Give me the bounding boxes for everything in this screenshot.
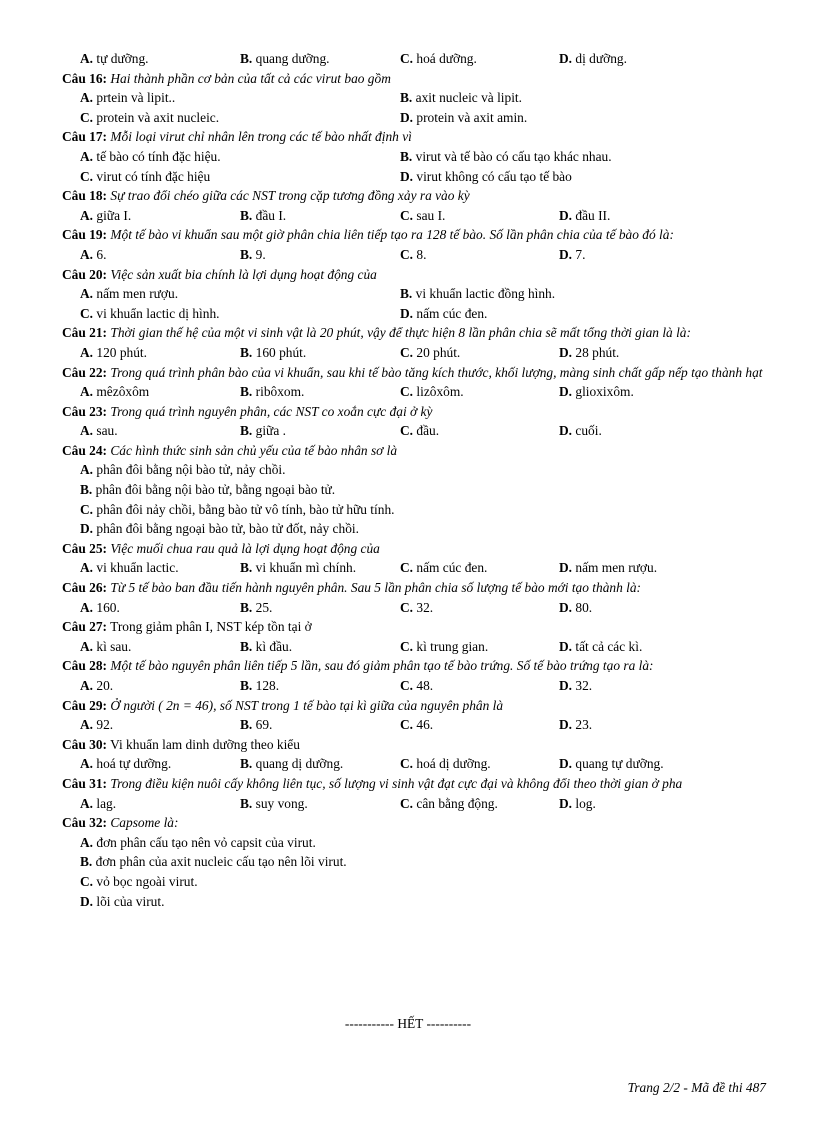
answer-text: 46. — [416, 717, 434, 733]
question-text: Mỗi loại virut chỉ nhân lên trong các tế bào nhất định vì — [110, 129, 412, 145]
answer-text: cuối. — [575, 423, 602, 439]
answer-row — [62, 715, 768, 735]
answer-letter: A. — [80, 795, 94, 811]
answer-letter: A. — [80, 756, 94, 772]
answer-text: phân đôi bằng nội bào tử, nảy chồi. — [96, 462, 286, 478]
answer-letter: A. — [80, 717, 94, 733]
answer-text: virut không có cấu tạo tế bào — [416, 168, 572, 184]
answer-text: virut có tính đặc hiệu — [96, 168, 211, 184]
answer-letter: D. — [400, 109, 414, 125]
answer-option — [400, 245, 426, 265]
answer-option — [559, 715, 592, 735]
answer-option — [400, 108, 527, 128]
answer-text: kì trung gian. — [416, 638, 489, 654]
answer-letter: A. — [80, 678, 94, 693]
question-number: Câu 24: — [62, 442, 108, 458]
question-stem — [62, 656, 768, 676]
answer-option — [400, 715, 433, 735]
answer-letter: C. — [400, 795, 414, 811]
question-text: Ở người ( 2n = 46), số NST trong 1 tế bào tại kì giữa của nguyên phân là — [110, 697, 504, 713]
answer-letter: C. — [400, 344, 414, 360]
answer-option — [559, 754, 664, 774]
answer-option — [80, 460, 286, 480]
question-stem — [62, 323, 768, 343]
answer-letter: B. — [400, 148, 413, 164]
answer-text: 69. — [255, 717, 273, 733]
answer-row — [62, 676, 768, 696]
answer-row — [62, 460, 768, 480]
answer-text: hoá dị dưỡng. — [416, 756, 491, 772]
answer-letter: B. — [240, 344, 253, 360]
answer-option — [80, 480, 335, 500]
answer-text: kì sau. — [96, 638, 132, 654]
answer-letter: C. — [80, 305, 94, 321]
answer-row — [62, 167, 768, 187]
answer-letter: B. — [400, 90, 413, 106]
answer-row — [62, 284, 768, 304]
answer-letter: A. — [80, 384, 94, 400]
answer-letter: D. — [559, 638, 573, 654]
answer-option — [559, 598, 592, 618]
answer-option — [80, 754, 171, 774]
answer-option — [80, 167, 210, 187]
answer-option — [400, 421, 439, 441]
answer-text: suy vong. — [255, 795, 308, 811]
answer-option — [240, 343, 306, 363]
end-marker: ----------- HẾT ---------- — [344, 1016, 472, 1031]
answer-text: prtein và lipit.. — [96, 90, 176, 106]
question-number: Câu 29: — [62, 697, 108, 713]
answer-letter: A. — [80, 148, 94, 164]
question-number: Câu 16: — [62, 70, 108, 86]
question-stem — [62, 402, 768, 422]
answer-row — [62, 206, 768, 226]
answer-option — [559, 637, 642, 657]
answer-text: nấm men rượu. — [575, 560, 658, 576]
answer-option — [80, 245, 106, 265]
answer-letter: D. — [559, 207, 573, 223]
answer-option — [80, 598, 120, 618]
answer-option — [240, 245, 266, 265]
answer-text: 20. — [96, 678, 114, 693]
answer-option — [400, 382, 464, 402]
answer-letter: C. — [400, 207, 414, 223]
answer-option — [240, 715, 272, 735]
answer-option — [80, 421, 118, 441]
question-stem — [62, 696, 768, 716]
answer-letter: B. — [400, 286, 413, 302]
answer-row — [62, 343, 768, 363]
answer-text: phân đôi bằng ngoại bào tử, bào tử đốt, nảy chồi. — [96, 521, 359, 537]
answer-option — [80, 500, 395, 520]
question-number: Câu 18: — [62, 188, 108, 204]
answer-letter: A. — [80, 560, 94, 576]
answer-option — [80, 794, 116, 814]
answer-row — [62, 88, 768, 108]
answer-option — [80, 343, 147, 363]
answer-text: sau I. — [416, 207, 446, 223]
answer-text: 128. — [255, 678, 280, 693]
answer-text: 160 phút. — [255, 344, 307, 360]
answer-letter: B. — [240, 51, 253, 66]
exam-page-content — [62, 49, 768, 911]
answer-letter: C. — [80, 168, 94, 184]
answer-option — [559, 421, 602, 441]
answer-row — [62, 382, 768, 402]
answer-letter: C. — [400, 51, 414, 66]
answer-letter: C. — [400, 678, 414, 693]
answer-text: 23. — [575, 717, 593, 733]
answer-text: đơn phân cấu tạo nên vỏ capsit của virut. — [96, 834, 316, 850]
answer-option — [240, 794, 308, 814]
answer-text: protein và axit nucleic. — [96, 109, 220, 125]
answer-option — [559, 245, 585, 265]
question-number: Câu 31: — [62, 775, 108, 791]
answer-text: 120 phút. — [96, 344, 147, 360]
question-stem — [62, 735, 768, 755]
answer-letter: C. — [400, 717, 414, 733]
answer-letter: D. — [559, 678, 573, 693]
answer-text: 25. — [255, 599, 273, 615]
answer-text: vi khuẩn lactic. — [96, 560, 179, 576]
answer-option — [559, 794, 596, 814]
answer-letter: B. — [240, 678, 253, 693]
answer-letter: B. — [240, 207, 253, 223]
answer-letter: B. — [240, 246, 253, 262]
answer-letter: B. — [240, 638, 253, 654]
question-stem — [62, 578, 768, 598]
answer-text: axit nucleic và lipit. — [415, 90, 522, 106]
answer-text: quang dưỡng. — [255, 51, 330, 66]
answer-option — [80, 558, 179, 578]
answer-text: 32. — [416, 599, 434, 615]
answer-option — [80, 88, 175, 108]
answer-option — [559, 343, 619, 363]
answer-option — [80, 108, 219, 128]
answer-option — [240, 558, 356, 578]
answer-row — [62, 754, 768, 774]
answer-letter: B. — [240, 384, 253, 400]
question-number: Câu 23: — [62, 403, 108, 419]
answer-text: giữa . — [255, 423, 286, 439]
answer-option — [80, 872, 198, 892]
page-footer: Trang 2/2 - Mã đề thi 487 — [627, 1080, 766, 1095]
answer-option — [559, 49, 627, 69]
answer-letter: A. — [80, 90, 94, 106]
question-number: Câu 27: — [62, 619, 108, 635]
answer-letter: D. — [559, 756, 573, 772]
answer-option — [80, 892, 164, 912]
answer-option — [400, 147, 612, 167]
answer-text: đơn phân của axit nucleic cấu tạo nên lõi virut. — [95, 854, 347, 870]
answer-letter: A. — [80, 423, 94, 439]
answer-letter: D. — [559, 384, 573, 400]
question-stem — [62, 774, 768, 794]
answer-letter: C. — [400, 638, 414, 654]
answer-option — [240, 382, 304, 402]
answer-option — [80, 519, 359, 539]
answer-text: quang dị dưỡng. — [255, 756, 344, 772]
question-stem — [62, 265, 768, 285]
answer-option — [80, 147, 221, 167]
question-stem — [62, 225, 768, 245]
answer-text: mêzôxôm — [96, 384, 150, 400]
answer-option — [400, 49, 477, 69]
question-text: Sự trao đổi chéo giữa các NST trong cặp tương đồng xảy ra vào kỳ — [110, 188, 470, 204]
answer-row — [62, 852, 768, 872]
answer-letter: A. — [80, 246, 94, 262]
answer-option — [80, 637, 131, 657]
question-stem — [62, 441, 768, 461]
answer-option — [400, 167, 572, 187]
answer-letter: D. — [559, 51, 573, 66]
answer-letter: C. — [80, 873, 94, 889]
answer-text: 92. — [96, 717, 114, 733]
question-text: Từ 5 tế bào ban đầu tiến hành nguyên phân. Sau 5 lần phân chia số lượng tế bào mới tạo thành là: — [110, 580, 642, 596]
answer-letter: C. — [400, 599, 414, 615]
answer-text: 6. — [96, 246, 107, 262]
answer-option — [400, 304, 487, 324]
answer-text: đầu II. — [575, 207, 611, 223]
answer-option — [400, 794, 498, 814]
answer-letter: D. — [400, 168, 414, 184]
answer-option — [559, 206, 610, 226]
answer-option — [400, 284, 555, 304]
question-text: Một tế bào vi khuẩn sau một giờ phân chia liên tiếp tạo ra 128 tế bào. Số lần phân chia của tế bào đó là: — [110, 227, 674, 243]
answer-letter: C. — [400, 384, 414, 400]
answer-letter: D. — [559, 423, 573, 439]
answer-text: vỏ bọc ngoài virut. — [96, 873, 198, 889]
answer-letter: D. — [80, 893, 94, 909]
question-number: Câu 30: — [62, 736, 108, 752]
answer-option — [80, 304, 219, 324]
answer-text: nấm cúc đen. — [416, 560, 488, 576]
answer-row — [62, 49, 768, 69]
answer-letter: D. — [559, 560, 573, 576]
answer-row — [62, 304, 768, 324]
answer-text: virut và tế bào có cấu tạo khác nhau. — [415, 148, 612, 164]
question-number: Câu 19: — [62, 227, 108, 243]
answer-option — [80, 833, 316, 853]
answer-row — [62, 598, 768, 618]
answer-letter: D. — [559, 717, 573, 733]
answer-text: sau. — [96, 423, 118, 439]
question-stem — [62, 617, 768, 637]
answer-row — [62, 147, 768, 167]
answer-row — [62, 872, 768, 892]
answer-text: nấm cúc đen. — [416, 305, 488, 321]
answer-letter: D. — [80, 521, 94, 537]
answer-letter: D. — [559, 599, 573, 615]
answer-text: 9. — [255, 246, 266, 262]
answer-row — [62, 108, 768, 128]
question-text: Thời gian thế hệ của một vi sinh vật là 20 phút, vậy để thực hiện 8 lần phân chia sẽ mất tổng thời gian là là: — [110, 325, 691, 341]
answer-option — [240, 676, 279, 696]
answer-option — [80, 284, 178, 304]
answer-text: cân bằng động. — [416, 795, 498, 811]
question-number: Câu 21: — [62, 325, 108, 341]
answer-text: nấm men rượu. — [96, 286, 179, 302]
question-number: Câu 17: — [62, 129, 108, 145]
answer-option — [240, 598, 272, 618]
answer-text: 7. — [575, 246, 586, 262]
answer-row — [62, 480, 768, 500]
answer-row — [62, 500, 768, 520]
answer-option — [400, 558, 487, 578]
question-stem — [62, 363, 768, 383]
answer-letter: D. — [559, 344, 573, 360]
answer-text: giữa I. — [96, 207, 132, 223]
answer-letter: B. — [240, 717, 253, 733]
question-text: Một tế bào nguyên phân liên tiếp 5 lần, sau đó giảm phân tạo tế bào trứng. Số tế bào trứng tạo ra là: — [110, 658, 654, 674]
question-text: Hai thành phần cơ bản của tất cả các virut bao gồm — [110, 70, 391, 86]
answer-text: glioxixôm. — [575, 384, 634, 400]
answer-letter: A. — [80, 344, 94, 360]
answer-option — [80, 206, 131, 226]
question-text: Trong điều kiện nuôi cấy không liên tục, số lượng vi sinh vật đạt cực đại và không đổi theo thời gian ở pha — [110, 775, 683, 791]
answer-text: hoá tự dưỡng. — [96, 756, 172, 772]
question-text: Các hình thức sinh sản chủ yếu của tế bào nhân sơ là — [110, 442, 398, 458]
answer-row — [62, 519, 768, 539]
answer-letter: B. — [80, 482, 93, 498]
answer-text: kì đầu. — [255, 638, 293, 654]
answer-letter: B. — [240, 423, 253, 439]
answer-row — [62, 558, 768, 578]
answer-text: phân đôi bằng nội bào tử, bằng ngoại bào tử. — [95, 482, 336, 498]
answer-option — [80, 676, 113, 696]
answer-option — [400, 676, 433, 696]
answer-letter: C. — [400, 246, 414, 262]
answer-text: lizôxôm. — [416, 384, 464, 400]
question-number: Câu 32: — [62, 815, 108, 831]
answer-text: lag. — [96, 795, 117, 811]
answer-text: dị dưỡng. — [575, 51, 627, 66]
question-text: Trong giảm phân I, NST kép tồn tại ở — [110, 619, 312, 635]
answer-letter: A. — [80, 51, 94, 66]
answer-option — [240, 206, 286, 226]
question-number: Câu 22: — [62, 364, 108, 380]
answer-text: lõi của virut. — [96, 893, 165, 909]
answer-text: 160. — [96, 599, 120, 615]
answer-letter: A. — [80, 462, 94, 478]
answer-option — [400, 754, 491, 774]
answer-text: ribôxom. — [255, 384, 305, 400]
question-stem — [62, 69, 768, 89]
answer-row — [62, 421, 768, 441]
answer-letter: A. — [80, 599, 94, 615]
answer-row — [62, 833, 768, 853]
answer-text: vi khuẩn lactic đồng hình. — [415, 286, 556, 302]
answer-text: vi khuẩn lactic dị hình. — [96, 305, 220, 321]
question-text: Trong quá trình phân bào của vi khuẩn, sau khi tế bào tăng kích thước, khối lượng, màng sinh chất gấp nếp tạo thành hạt — [110, 364, 763, 380]
question-stem — [62, 539, 768, 559]
answer-letter: A. — [80, 207, 94, 223]
answer-text: 28 phút. — [575, 344, 620, 360]
answer-option — [240, 421, 286, 441]
answer-row — [62, 637, 768, 657]
answer-text: 48. — [416, 678, 434, 693]
question-stem — [62, 127, 768, 147]
answer-letter: C. — [80, 109, 94, 125]
answer-text: 8. — [416, 246, 427, 262]
answer-letter: B. — [240, 560, 253, 576]
answer-letter: A. — [80, 638, 94, 654]
answer-option — [400, 343, 460, 363]
answer-row — [62, 245, 768, 265]
answer-letter: B. — [240, 756, 253, 772]
answer-letter: C. — [400, 756, 414, 772]
answer-row — [62, 892, 768, 912]
answer-option — [400, 598, 433, 618]
answer-option — [80, 852, 347, 872]
answer-option — [559, 558, 657, 578]
answer-option — [240, 49, 330, 69]
answer-option — [80, 715, 113, 735]
question-stem — [62, 186, 768, 206]
answer-option — [400, 206, 445, 226]
question-number: Câu 25: — [62, 540, 108, 556]
answer-letter: D. — [559, 795, 573, 811]
answer-option — [240, 637, 292, 657]
answer-letter: C. — [80, 501, 94, 517]
answer-text: tế bào có tính đặc hiệu. — [96, 148, 221, 164]
answer-letter: C. — [400, 423, 414, 439]
answer-letter: B. — [80, 854, 93, 870]
answer-text: đầu. — [416, 423, 440, 439]
answer-option — [80, 49, 149, 69]
answer-text: đầu I. — [255, 207, 287, 223]
question-text: Việc sản xuất bia chính là lợi dụng hoạt động của — [110, 266, 377, 282]
answer-text: log. — [575, 795, 596, 811]
question-number: Câu 20: — [62, 266, 108, 282]
question-text: Việc muối chua rau quả là lợi dụng hoạt động của — [110, 540, 380, 556]
answer-text: quang tự dưỡng. — [575, 756, 664, 772]
question-text: Trong quá trình nguyên phân, các NST co xoắn cực đại ở kỳ — [110, 403, 433, 419]
answer-text: protein và axit amin. — [416, 109, 528, 125]
question-number: Câu 28: — [62, 658, 108, 674]
answer-text: tự dưỡng. — [96, 51, 149, 66]
answer-option — [559, 676, 592, 696]
answer-text: phân đôi nảy chồi, bằng bào tử vô tính, bào tử hữu tính. — [96, 501, 395, 517]
answer-option — [400, 637, 488, 657]
question-number: Câu 26: — [62, 580, 108, 596]
answer-option — [400, 88, 522, 108]
answer-letter: B. — [240, 599, 253, 615]
answer-option — [240, 754, 343, 774]
answer-letter: D. — [400, 305, 414, 321]
answer-option — [559, 382, 634, 402]
answer-text: 32. — [575, 678, 593, 693]
question-text: Capsome là: — [110, 815, 179, 831]
answer-letter: D. — [559, 246, 573, 262]
answer-text: 80. — [575, 599, 593, 615]
answer-letter: A. — [80, 286, 94, 302]
answer-letter: C. — [400, 560, 414, 576]
question-stem — [62, 813, 768, 833]
answer-option — [80, 382, 149, 402]
answer-letter: A. — [80, 834, 94, 850]
answer-text: vi khuẩn mì chính. — [255, 560, 357, 576]
answer-letter: B. — [240, 795, 253, 811]
answer-text: hoá dưỡng. — [416, 51, 477, 66]
answer-text: 20 phút. — [416, 344, 461, 360]
answer-text: tất cả các kì. — [575, 638, 643, 654]
answer-row — [62, 794, 768, 814]
question-text: Vi khuẩn lam dinh dưỡng theo kiểu — [110, 736, 300, 752]
